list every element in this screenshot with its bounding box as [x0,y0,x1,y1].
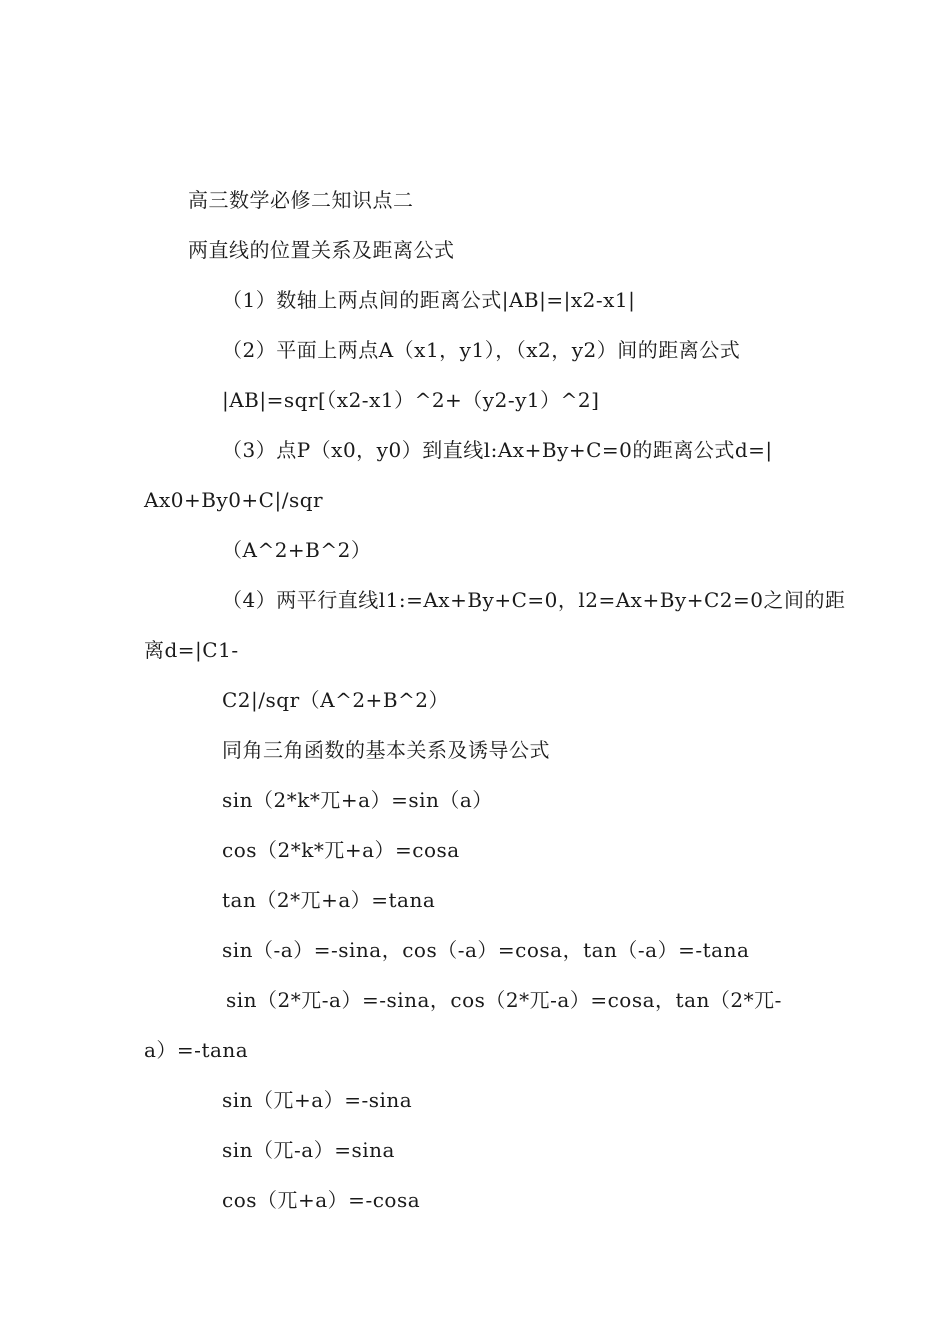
item-3-denominator: （A^2+B^2） [222,538,372,562]
item-2-formula: |AB|=sqr[（x2-x1）^2+（y2-y1）^2] [222,388,600,412]
formula-tan-period: tan（2*兀+a）=tana [222,888,436,912]
formula-cos-pi-plus: cos（兀+a）=-cosa [222,1188,421,1212]
formula-two-pi-minus: sin（2*兀-a）=-sina，cos（2*兀-a）=cosa，tan（2*兀- [226,988,782,1012]
item-3-continued: Ax0+By0+C|/sqr [144,488,324,512]
formula-sin-pi-minus: sin（兀-a）=sina [222,1138,395,1162]
formula-cos-period: cos（2*k*兀+a）=cosa [222,838,460,862]
formula-sin-period: sin（2*k*兀+a）=sin（a） [222,788,493,812]
item-4-continued: 离d=|C1- [144,638,239,662]
item-3-point-line-distance: （3）点P（x0，y0）到直线l:Ax+By+C=0的距离公式d=| [222,438,773,462]
item-4-formula-end: C2|/sqr（A^2+B^2） [222,688,449,712]
formula-negative-angle: sin（-a）=-sina，cos（-a）=cosa，tan（-a）=-tana [222,938,750,962]
item-4-parallel-lines-distance: （4）两平行直线l1:=Ax+By+C=0，l2=Ax+By+C2=0之间的距 [222,588,846,612]
document-title: 高三数学必修二知识点二 [188,188,414,212]
item-2-plane-distance: （2）平面上两点A（x1，y1），（x2，y2）间的距离公式 [222,338,741,362]
section-heading-trig: 同角三角函数的基本关系及诱导公式 [222,738,550,762]
formula-sin-pi-plus: sin（兀+a）=-sina [222,1088,413,1112]
formula-two-pi-minus-continued: a）=-tana [144,1038,249,1062]
section-heading-lines: 两直线的位置关系及距离公式 [188,238,455,262]
item-1-number-line-distance: （1）数轴上两点间的距离公式|AB|=|x2-x1| [222,288,636,312]
